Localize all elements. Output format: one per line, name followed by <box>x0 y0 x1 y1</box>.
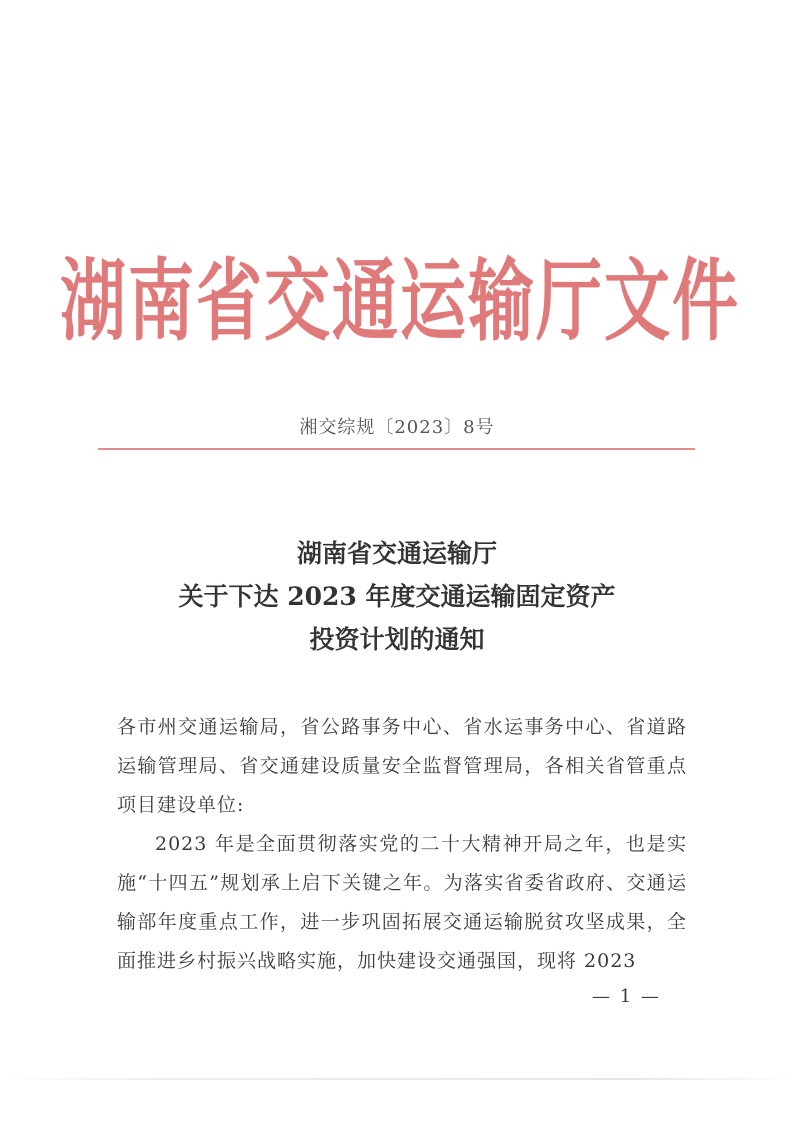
issuer-red-header: 湖南省交通运输厅文件 <box>60 249 740 354</box>
document-title <box>0 532 794 661</box>
document-body <box>117 708 687 981</box>
title-line-3: 投资计划的通知 <box>309 625 485 654</box>
title-line-2: 关于下达 2023 年度交通运输固定资产 <box>178 582 616 611</box>
scan-artifact-line <box>0 1078 794 1080</box>
page-number: — 1 — <box>592 986 661 1007</box>
addressees: 各市州交通运输局，省公路事务中心、省水运事务中心、省道路运输管理局、省交通建设质量安全监督管理局，各相关省管重点项目建设单位: <box>117 716 687 816</box>
body-paragraph-1: 2023 年是全面贯彻落实党的二十大精神开局之年，也是实施“十四五”规划承上启下关键之年。为落实省委省政府、交通运输部年度重点工作，进一步巩固拓展交通运输脱贫攻坚成果，全面推进乡村振兴战略实施，加快建设交通强国，现将 2023 <box>117 833 687 972</box>
red-divider-line <box>98 448 695 450</box>
title-line-1: 湖南省交通运输厅 <box>296 539 497 568</box>
document-number: 湘交综规〔2023〕8号 <box>299 417 495 438</box>
